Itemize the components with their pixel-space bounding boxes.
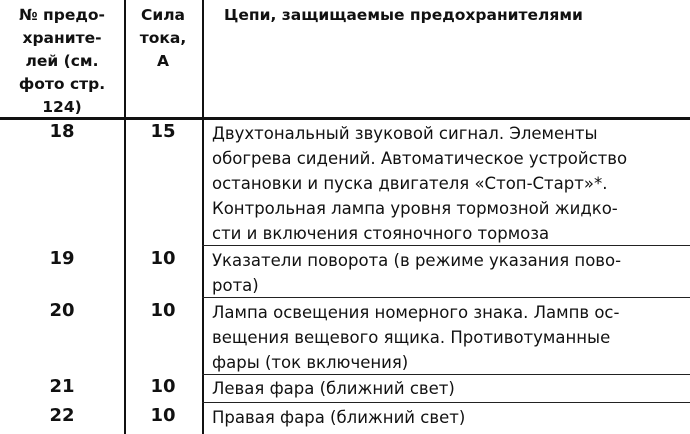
header-col2-line: Сила [140, 6, 186, 24]
header-col1-line: лей (см. [25, 52, 99, 70]
circuit-line: фары (ток включения) [212, 353, 409, 372]
circuit-line: остановки и пуска двигателя «Стоп-Старт»*. [212, 174, 608, 193]
header-col2-line: А [157, 52, 169, 70]
header-col1-line: фото стр. [18, 75, 106, 93]
header-fuse-number [0, 4, 124, 119]
fuse-circuits [202, 405, 690, 430]
fuse-circuits [202, 300, 690, 375]
header-circuits: Цепи, защищаемые предохранителями [224, 6, 583, 24]
fuse-circuits [202, 248, 690, 298]
circuit-line: сти и включения стояночного тормоза [212, 224, 550, 243]
fuse-current: 15 [150, 121, 176, 142]
fuse-number: 21 [49, 376, 75, 397]
header-col1-line: храните- [22, 29, 102, 47]
circuit-line: Лампа освещения номерного знака. Лампв ос- [212, 303, 620, 322]
header-col1-line: 124) [42, 98, 82, 116]
circuit-line: Левая фара (ближний свет) [212, 379, 455, 398]
circuit-line: Указатели поворота (в режиме указания пово- [212, 251, 622, 270]
circuit-line: Двухтональный звуковой сигнал. Элементы [212, 124, 598, 143]
fuse-circuits [202, 376, 690, 401]
fuse-number: 22 [49, 405, 75, 426]
circuit-line: вещения вещевого ящика. Противотуманные [212, 328, 611, 347]
fuse-current: 10 [150, 376, 176, 397]
fuse-current: 10 [150, 405, 176, 426]
header-current [124, 4, 202, 73]
row-divider-21 [202, 402, 690, 403]
fuse-number: 19 [49, 248, 75, 269]
circuit-line: Правая фара (ближний свет) [212, 408, 466, 427]
circuit-line: обогрева сидений. Автоматическое устройство [212, 149, 628, 168]
fuse-number: 18 [49, 121, 75, 142]
circuit-line: рота) [212, 276, 259, 295]
circuit-line: Контрольная лампа уровня тормозной жидко- [212, 199, 618, 218]
fuse-current: 10 [150, 300, 176, 321]
header-col1-line: № предо- [19, 6, 105, 24]
fuse-number: 20 [49, 300, 75, 321]
fuse-current: 10 [150, 248, 176, 269]
fuse-circuits [202, 121, 690, 246]
header-col2-line: тока, [139, 29, 187, 47]
